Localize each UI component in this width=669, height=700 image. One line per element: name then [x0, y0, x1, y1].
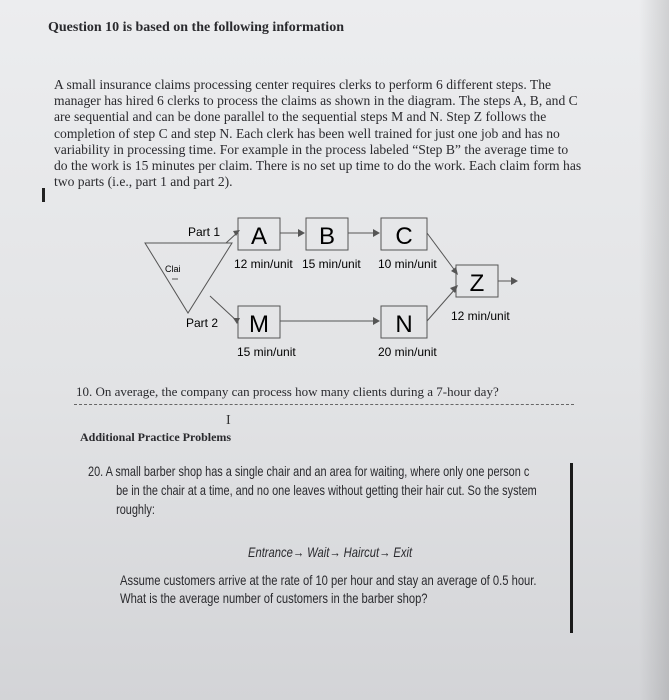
question-20-detail-line: Assume customers arrive at the rate of 10 per hour and stay an average of 0.5 hour.	[120, 572, 537, 588]
margin-rule	[570, 463, 573, 633]
practice-heading: Additional Practice Problems	[80, 430, 232, 444]
question-20	[88, 462, 537, 519]
n-to-z-arrowhead	[450, 285, 458, 293]
question-20-detail	[120, 571, 537, 607]
passage-line: two parts (i.e., part 1 and part 2).	[54, 174, 233, 190]
step-b-time: 15 min/unit	[302, 257, 361, 271]
c-to-z-arrowhead	[451, 267, 458, 275]
step-a-time: 12 min/unit	[234, 257, 293, 271]
text-cursor-icon: I	[226, 413, 231, 428]
part2-label: Part 2	[186, 316, 219, 330]
part2-arrowhead	[233, 318, 240, 324]
part1-label: Part 1	[188, 225, 221, 239]
question-20-line: be in the chair at a time, and no one leaves without getting their hair cut. So the system	[116, 482, 537, 498]
question-title: Question 10 is based on the following information	[48, 20, 344, 35]
step-c-time: 10 min/unit	[378, 257, 437, 271]
step-a-label: A	[250, 223, 268, 250]
step-n-label: N	[395, 311, 413, 338]
passage-line: are sequential and can be done parallel to the sequential steps M and N. Step Z follows the	[54, 109, 547, 125]
b-to-c-arrowhead	[373, 229, 380, 237]
step-m-label: M	[249, 311, 269, 338]
passage-line: variability in processing time. For example in the process labeled “Step B” the average time to	[54, 141, 569, 157]
step-b-label: B	[318, 223, 336, 250]
step-n-time: 20 min/unit	[378, 345, 437, 359]
z-exit-arrowhead	[511, 277, 518, 285]
dashed-divider	[74, 404, 574, 405]
question-10: 10. On average, the company can process how many clients during a 7-hour day?	[76, 384, 499, 399]
start-label: Clai	[165, 264, 181, 274]
passage-line: do the work is 15 minutes per claim. There is no set up time to do the work. Each claim form has	[54, 158, 582, 174]
step-m-time: 15 min/unit	[237, 345, 296, 359]
passage-line: A small insurance claims processing center requires clerks to perform 6 different steps. The	[54, 77, 552, 92]
a-to-b-arrowhead	[298, 229, 305, 237]
passage-line: completion of step C and step N. Each clerk has been well trained for just one job and has no	[54, 125, 560, 141]
claims-start-triangle	[145, 243, 232, 313]
barber-flow: Entrance→ Wait→ Haircut→ Exit	[248, 544, 413, 560]
step-z-time: 12 min/unit	[451, 309, 510, 323]
passage-line: manager has hired 6 clerks to process the claims as shown in the diagram. The steps A, B, and C	[54, 93, 578, 109]
step-z-label: Z	[469, 270, 485, 297]
step-c-label: C	[395, 223, 413, 250]
question-20-line: roughly:	[116, 501, 155, 517]
question-20-line: 20. A small barber shop has a single chair and an area for waiting, where only one person c	[88, 463, 530, 479]
m-to-n-arrowhead	[373, 317, 380, 325]
question-20-detail-line: What is the average number of customers in the barber shop?	[120, 590, 428, 606]
